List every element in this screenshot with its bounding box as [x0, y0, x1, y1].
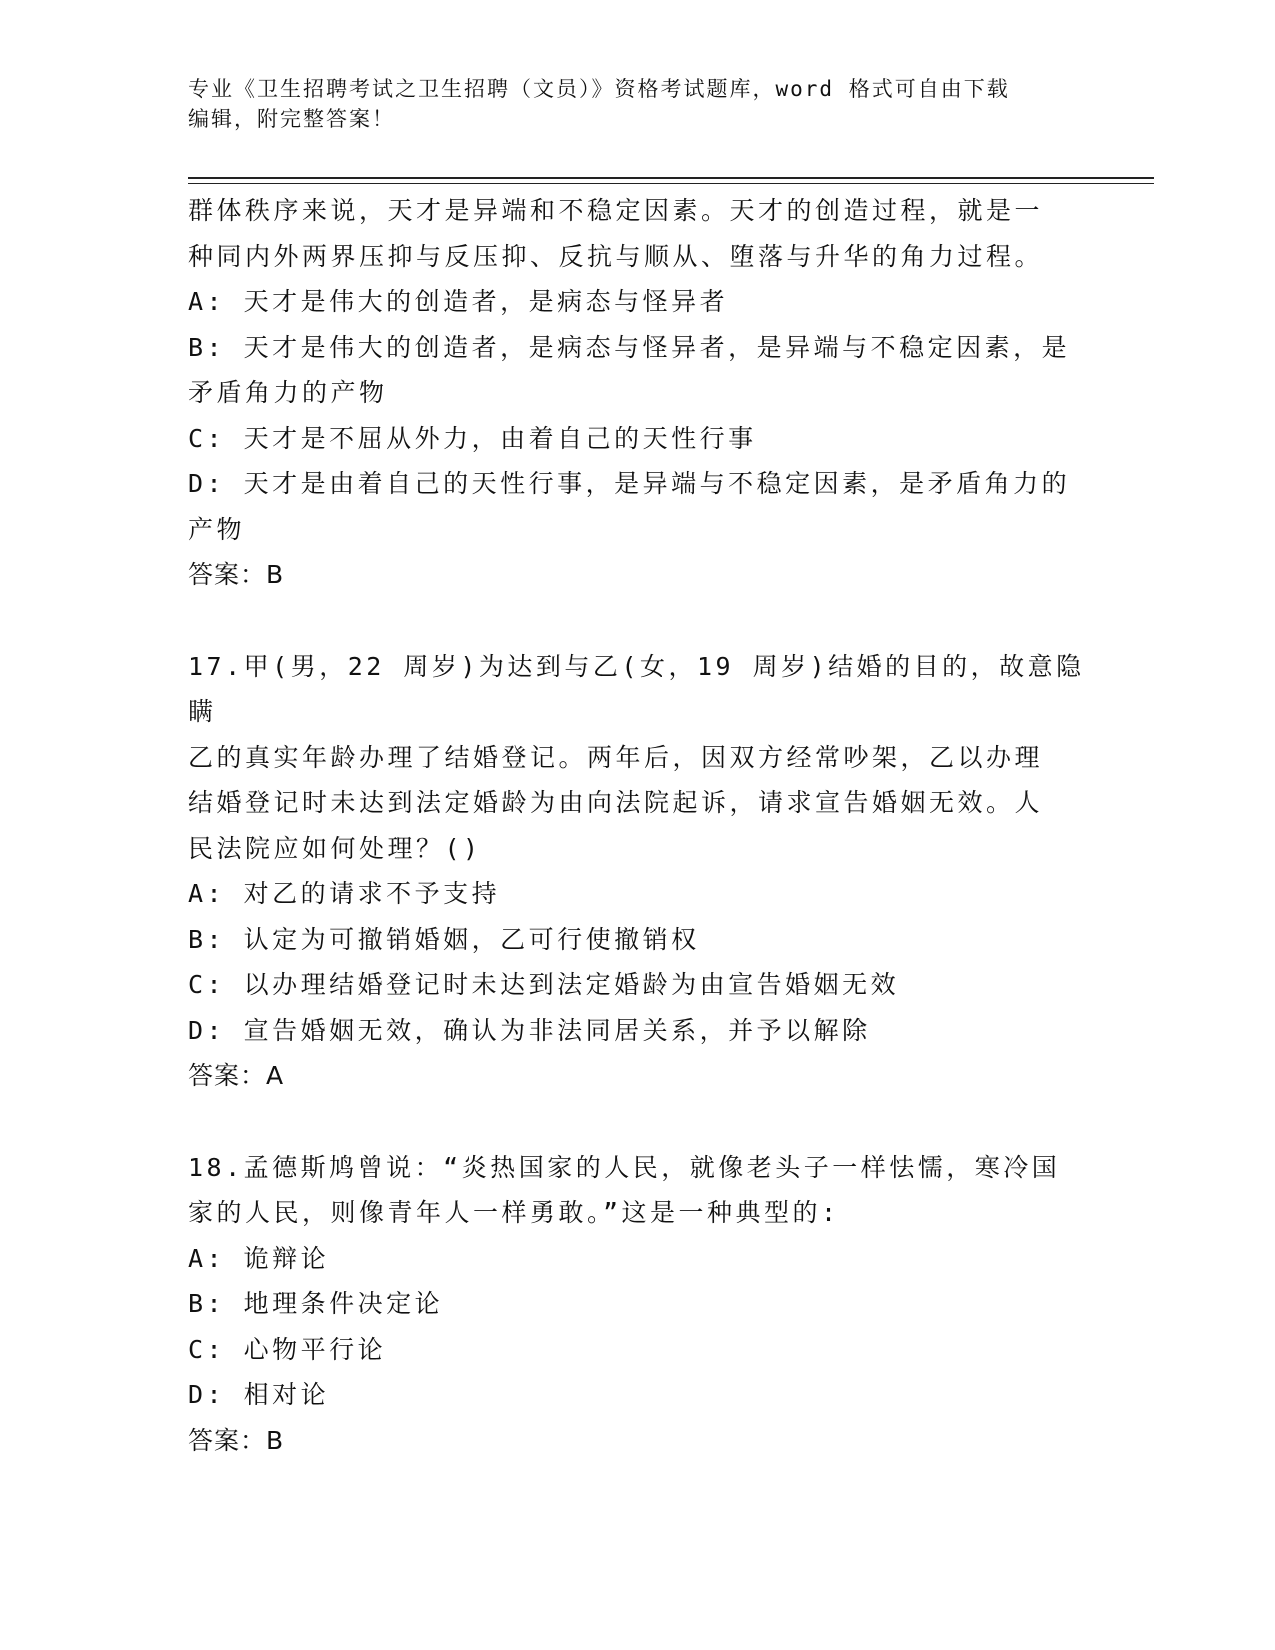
question-17 — [188, 644, 1088, 1099]
option-a: A: 诡辩论 — [188, 1243, 330, 1273]
header-divider-thick — [188, 177, 1154, 179]
question-text-line: 18.孟德斯鸠曾说：“炎热国家的人民，就像老头子一样怯懦，寒冷国 — [188, 1152, 1061, 1182]
document-content — [188, 188, 1088, 1463]
answer-line: 答案：A — [188, 1061, 285, 1090]
question-text-line: 家的人民，则像青年人一样勇敢。”这是一种典型的: — [188, 1198, 840, 1227]
header-line-2: 编辑，附完整答案！ — [188, 107, 395, 131]
question-text-line: 民法院应如何处理？() — [188, 833, 482, 863]
document-header — [188, 74, 1088, 134]
option-b: B: 地理条件决定论 — [188, 1289, 444, 1318]
question-spacer — [188, 598, 1088, 644]
header-line-1: 专业《卫生招聘考试之卫生招聘（文员）》资格考试题库，word 格式可自由下载 — [188, 77, 1010, 101]
question-spacer — [188, 1099, 1088, 1145]
option-d: D: 宣告婚姻无效，确认为非法同居关系，并予以解除 — [188, 1015, 871, 1045]
option-d: D: 相对论 — [188, 1380, 330, 1409]
option-d-continued: 产物 — [188, 514, 246, 544]
answer-line: 答案：B — [188, 1425, 285, 1455]
question-16-continued — [188, 188, 1088, 598]
option-c: C: 以办理结婚登记时未达到法定婚龄为由宣告婚姻无效 — [188, 970, 900, 999]
question-text-line: 种同内外两界压抑与反压抑、反抗与顺从、堕落与升华的角力过程。 — [188, 241, 1044, 271]
option-c: C: 天才是不屈从外力，由着自己的天性行事 — [188, 423, 757, 453]
option-b-continued: 矛盾角力的产物 — [188, 378, 388, 407]
header-divider-thin — [188, 183, 1154, 184]
option-b: B: 认定为可撤销婚姻，乙可行使撤销权 — [188, 924, 700, 954]
question-text-line: 结婚登记时未达到法定婚龄为由向法院起诉，请求宣告婚姻无效。人 — [188, 788, 1044, 817]
question-text-line: 乙的真实年龄办理了结婚登记。两年后，因双方经常吵架，乙以办理 — [188, 742, 1044, 772]
answer-line: 答案：B — [188, 560, 285, 589]
question-text-line: 群体秩序来说，天才是异端和不稳定因素。天才的创造过程，就是一 — [188, 196, 1044, 225]
option-c: C: 心物平行论 — [188, 1334, 387, 1364]
question-text-line: 17.甲(男，22 周岁)为达到与乙(女，19 周岁)结婚的目的，故意隐瞒 — [188, 651, 1085, 726]
option-d: D: 天才是由着自己的天性行事，是异端与不稳定因素，是矛盾角力的 — [188, 469, 1071, 498]
option-a: A: 对乙的请求不予支持 — [188, 879, 501, 908]
option-a: A: 天才是伟大的创造者，是病态与怪异者 — [188, 287, 729, 316]
question-18 — [188, 1145, 1088, 1464]
option-b: B: 天才是伟大的创造者，是病态与怪异者，是异端与不稳定因素，是 — [188, 332, 1071, 362]
